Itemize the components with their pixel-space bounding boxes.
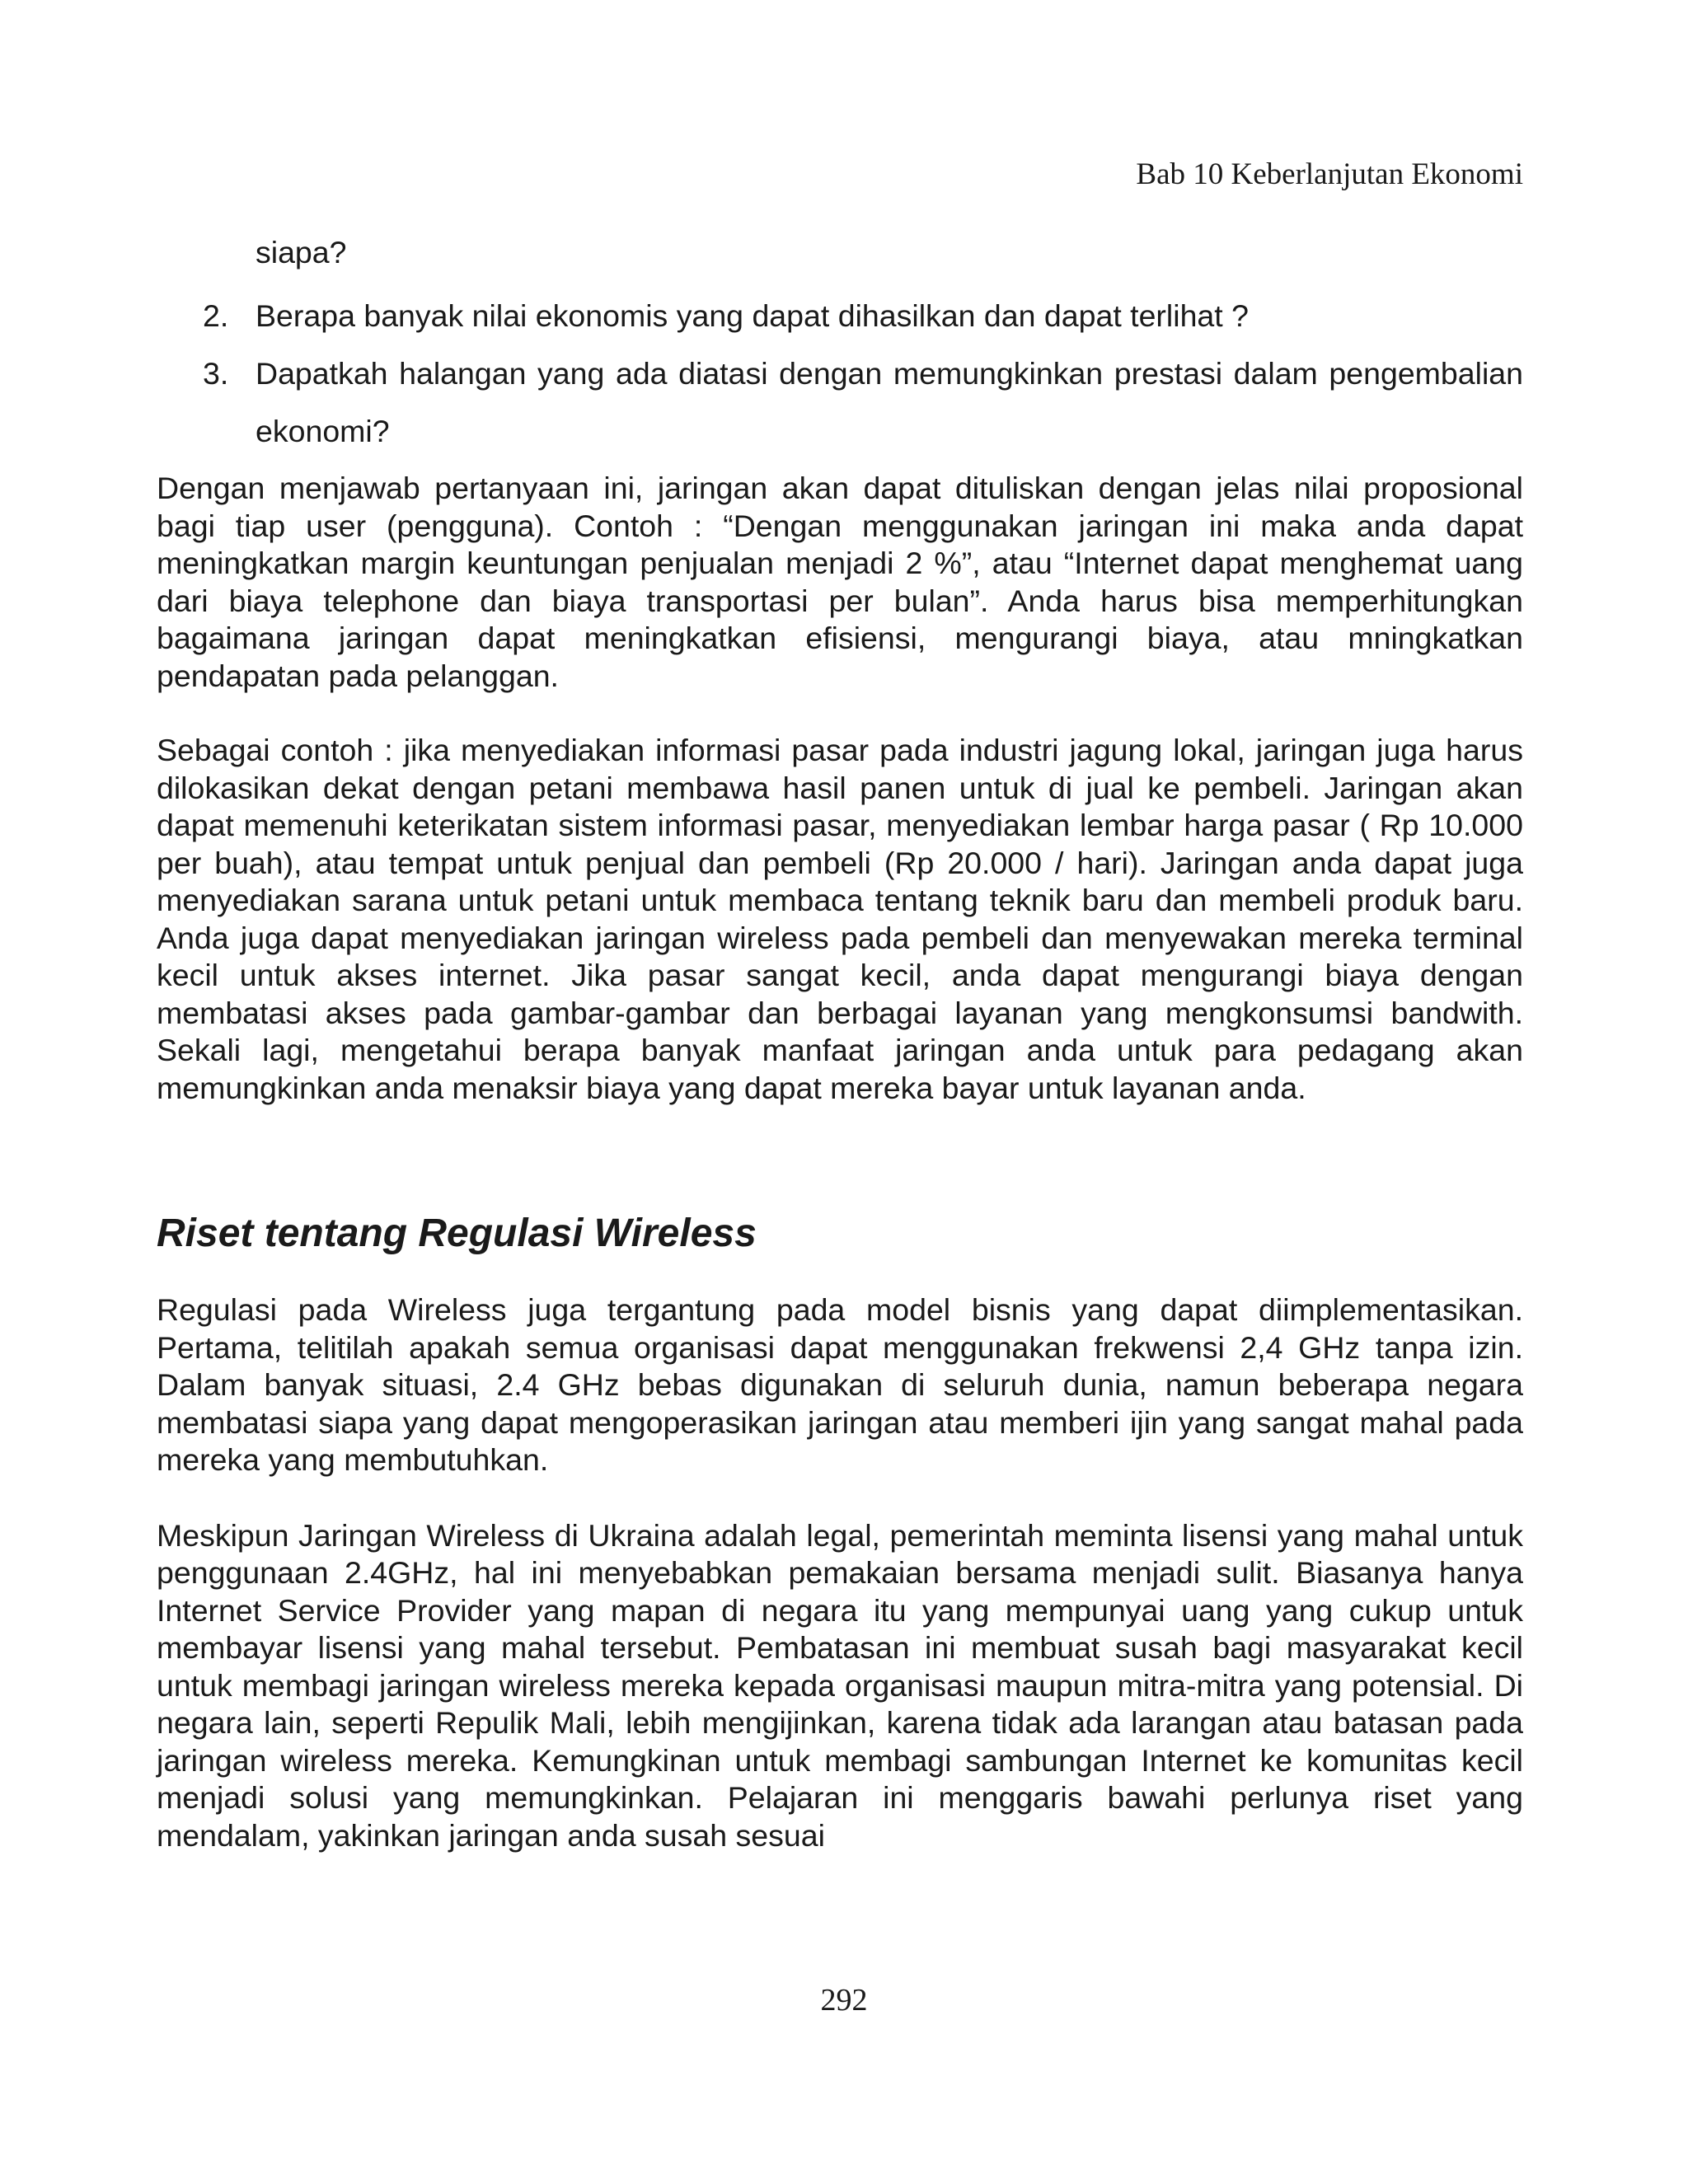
body-paragraph: Meskipun Jaringan Wireless di Ukraina adalah legal, pemerintah meminta lisensi yang mahal untuk penggunaan 2.4GHz, hal ini menyebabkan pemakaian bersama menjadi sulit. Biasanya hanya Internet Service Provider yang mapan di negara itu yang mempunyai uang yang cukup untuk membayar lisensi yang mahal tersebut. Pembatasan ini membuat susah bagi masyarakat kecil untuk membagi jaringan wireless mereka kepada organisasi maupun mitra-mitra yang potensial. Di negara lain, seperti Repulik Mali, lebih mengijinkan, karena tidak ada larangan atau batasan pada jaringan wireless mereka. Kemungkinan untuk membagi sambungan Internet ke komunitas kecil menjadi solusi yang memungkinkan. Pelajaran ini menggaris bawahi perlunya riset yang mendalam, yakinkan jaringan anda susah sesuai bbox=[157, 1517, 1523, 1853]
body-paragraph: Sebagai contoh : jika menyediakan informasi pasar pada industri jagung lokal, jaringan juga harus dilokasikan dekat dengan petani membawa hasil panen untuk di jual ke pembeli. Jaringan akan dapat memenuhi keterikatan sistem informasi pasar, menyediakan lembar harga pasar ( Rp 10.000 per buah), atau tempat untuk penjual dan pembeli (Rp 20.000 / hari). Jaringan anda dapat juga menyediakan sarana untuk petani untuk membaca tentang teknik baru dan membeli produk baru. Anda juga dapat menyediakan jaringan wireless pada pembeli dan menyewakan mereka terminal kecil untuk akses internet. Jika pasar sangat kecil, anda dapat mengurangi biaya dengan membatasi akses pada gambar-gambar dan berbagai layanan yang mengkonsumsi bandwith. Sekali lagi, mengetahui berapa banyak manfaat jaringan anda untuk para pedagang akan memungkinkan anda menaksir biaya yang dapat mereka bayar untuk layanan anda. bbox=[157, 733, 1523, 1105]
list-item-number: 3. bbox=[203, 356, 229, 391]
page-number: 292 bbox=[820, 1983, 868, 2018]
page-body bbox=[157, 231, 1523, 1854]
body-paragraph: Regulasi pada Wireless juga tergantung pada model bisnis yang dapat diimplementasikan. Pertama, telitilah apakah semua organisasi dapat menggunakan frekwensi 2,4 GHz tanpa izin. Dalam banyak situasi, 2.4 GHz bebas digunakan di seluruh dunia, namun beberapa negara membatasi siapa yang dapat mengoperasikan jaringan atau memberi ijin yang sangat mahal pada mereka yang membutuhkan. bbox=[157, 1292, 1523, 1477]
numbered-list bbox=[157, 287, 1523, 460]
list-item-text: Berapa banyak nilai ekonomis yang dapat dihasilkan dan dapat terlihat ? bbox=[256, 298, 1249, 333]
running-header: Bab 10 Keberlanjutan Ekonomi bbox=[1136, 157, 1523, 191]
list-item bbox=[157, 344, 1523, 460]
list-item-number: 2. bbox=[203, 298, 229, 333]
body-paragraph: Dengan menjawab pertanyaan ini, jaringan akan dapat dituliskan dengan jelas nilai proposional bagi tiap user (pengguna). Contoh : “Dengan menggunakan jaringan ini maka anda dapat meningkatkan margin keuntungan penjualan menjadi 2 %”, atau “Internet dapat menghemat uang dari biaya telephone dan biaya transportasi per bulan”. Anda harus bisa memperhitungkan bagaimana jaringan dapat meningkatkan efisiensi, mengurangi biaya, atau mningkatkan pendapatan pada pelanggan. bbox=[157, 471, 1523, 693]
list-item-continuation: siapa? bbox=[256, 235, 347, 269]
list-item-text: Dapatkah halangan yang ada diatasi dengan memungkinkan prestasi dalam pengembalian ekonomi? bbox=[256, 356, 1523, 448]
section-heading: Riset tentang Regulasi Wireless bbox=[157, 1212, 757, 1255]
list-item bbox=[157, 287, 1523, 344]
